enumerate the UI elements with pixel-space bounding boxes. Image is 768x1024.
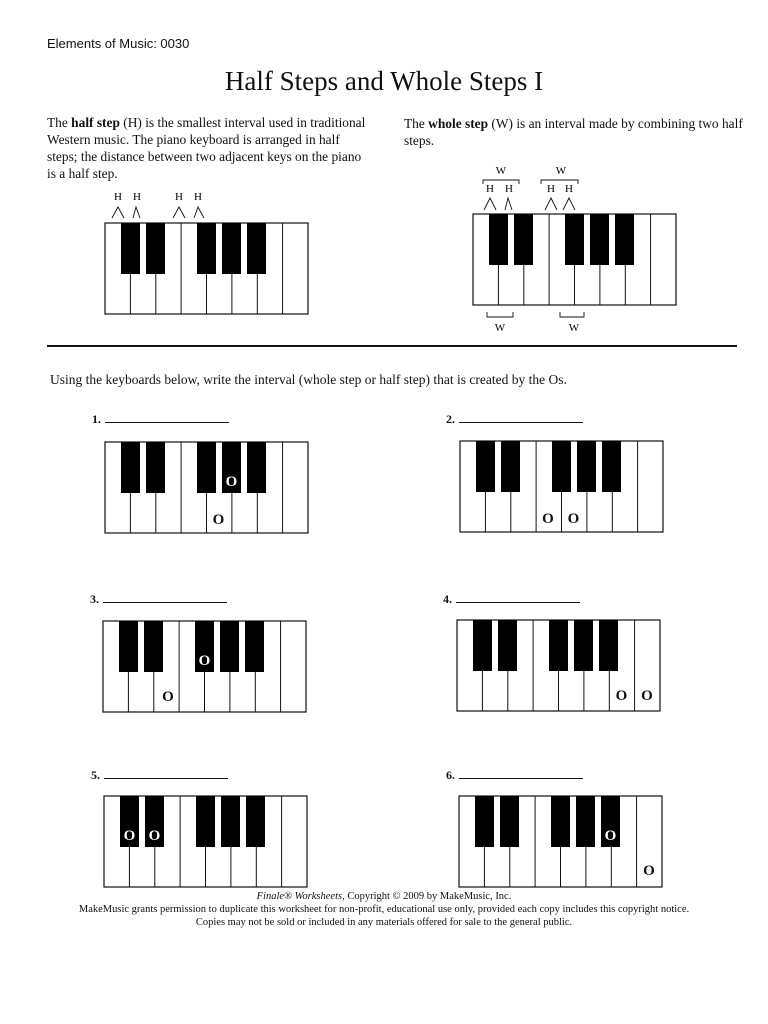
- question-4-label: [443, 592, 580, 607]
- question-4-keyboard: [456, 619, 661, 713]
- marker-o: O: [212, 512, 225, 528]
- marker-o: O: [198, 653, 211, 669]
- whole-label-bottom-2: W: [568, 322, 580, 334]
- marker-o: O: [225, 474, 238, 490]
- keyboard: [459, 796, 662, 887]
- footer-line-3: Copies may not be sold or included in any materials offered for sale to the general public.: [195, 917, 573, 928]
- half-step-definition: [47, 114, 367, 182]
- half-step-prefix: The: [47, 115, 72, 130]
- whole-step-brackets-top: [483, 180, 578, 184]
- keyboard: [457, 620, 660, 711]
- marker-o: O: [567, 511, 580, 527]
- whole-step-term: whole step: [428, 116, 489, 131]
- answer-line-3[interactable]: [103, 593, 227, 603]
- question-5-label: [91, 768, 228, 783]
- half-label-5: H: [486, 183, 494, 195]
- keyboard: [103, 621, 306, 712]
- whole-label-top-1: W: [495, 165, 507, 177]
- whole-label-top-2: W: [555, 165, 567, 177]
- question-5-keyboard: [103, 795, 308, 889]
- half-step-text: (H) is the smallest interval used in traditional Western music. The piano keyboard is arranged in half steps; the distance between two adjacent keys on the piano is a half step.: [47, 115, 366, 181]
- answer-line-6[interactable]: [459, 769, 583, 779]
- question-2-label: [446, 412, 583, 427]
- keyboard: [104, 796, 307, 887]
- marker-o: O: [604, 828, 617, 844]
- question-number: 4.: [443, 592, 452, 606]
- whole-step-prefix: The: [404, 116, 429, 131]
- half-label-2: H: [133, 191, 141, 203]
- question-number: 5.: [91, 768, 100, 782]
- answer-line-2[interactable]: [459, 413, 583, 423]
- keyboard: [473, 214, 676, 305]
- half-step-example: [95, 185, 315, 320]
- footer-line-2: MakeMusic grants permission to duplicate this worksheet for non-profit, educational use only, provided each copy includes this copyright notice.: [78, 904, 690, 915]
- whole-step-brackets-bottom: [487, 312, 584, 317]
- keyboard: [460, 441, 663, 532]
- keyboard: [105, 442, 308, 533]
- whole-step-text: (W) is an interval made by combining two half steps.: [404, 116, 743, 148]
- footer-line-1: [0, 890, 768, 903]
- marker-o: O: [123, 828, 136, 844]
- whole-step-carets: [484, 198, 575, 210]
- question-number: 3.: [90, 592, 99, 606]
- half-step-carets: [112, 207, 204, 218]
- half-step-term: half step: [71, 115, 120, 130]
- footer-brand: Finale® Worksheets: [256, 891, 343, 902]
- answer-line-4[interactable]: [456, 593, 580, 603]
- question-3-keyboard: [102, 620, 307, 714]
- instructions: Using the keyboards below, write the interval (whole step or half step) that is created by the Os.: [50, 372, 567, 387]
- question-1-label: [92, 412, 229, 427]
- footer: [0, 890, 768, 929]
- answer-line-1[interactable]: [105, 413, 229, 423]
- page-title: Half Steps and Whole Steps I: [224, 66, 544, 96]
- question-number: 2.: [446, 412, 455, 426]
- marker-o: O: [542, 511, 554, 527]
- question-number: 6.: [446, 768, 455, 782]
- question-number: 1.: [92, 412, 101, 426]
- marker-o: O: [643, 863, 655, 879]
- whole-step-definition: [404, 115, 749, 149]
- marker-o: O: [148, 828, 161, 844]
- marker-o: O: [162, 689, 174, 705]
- half-label-8: H: [565, 183, 573, 195]
- question-3-label: [90, 592, 227, 607]
- marker-o: O: [641, 688, 653, 704]
- half-label-3: H: [175, 191, 183, 203]
- question-6-label: [446, 768, 583, 783]
- footer-copyright: , Copyright © 2009 by MakeMusic, Inc.: [342, 891, 512, 902]
- section-divider: [47, 345, 737, 347]
- question-1-keyboard: [104, 441, 309, 535]
- whole-label-bottom-1: W: [494, 322, 506, 334]
- question-6-keyboard: [458, 795, 663, 889]
- answer-line-5[interactable]: [104, 769, 228, 779]
- half-label-6: H: [505, 183, 513, 195]
- whole-step-example: [463, 160, 693, 340]
- marker-o: O: [615, 688, 628, 704]
- half-label-1: H: [114, 191, 122, 203]
- half-label-7: H: [547, 183, 555, 195]
- question-2-keyboard: [459, 440, 664, 534]
- keyboard: [105, 223, 308, 314]
- course-label: Elements of Music: 0030: [47, 36, 190, 51]
- half-label-4: H: [194, 191, 202, 203]
